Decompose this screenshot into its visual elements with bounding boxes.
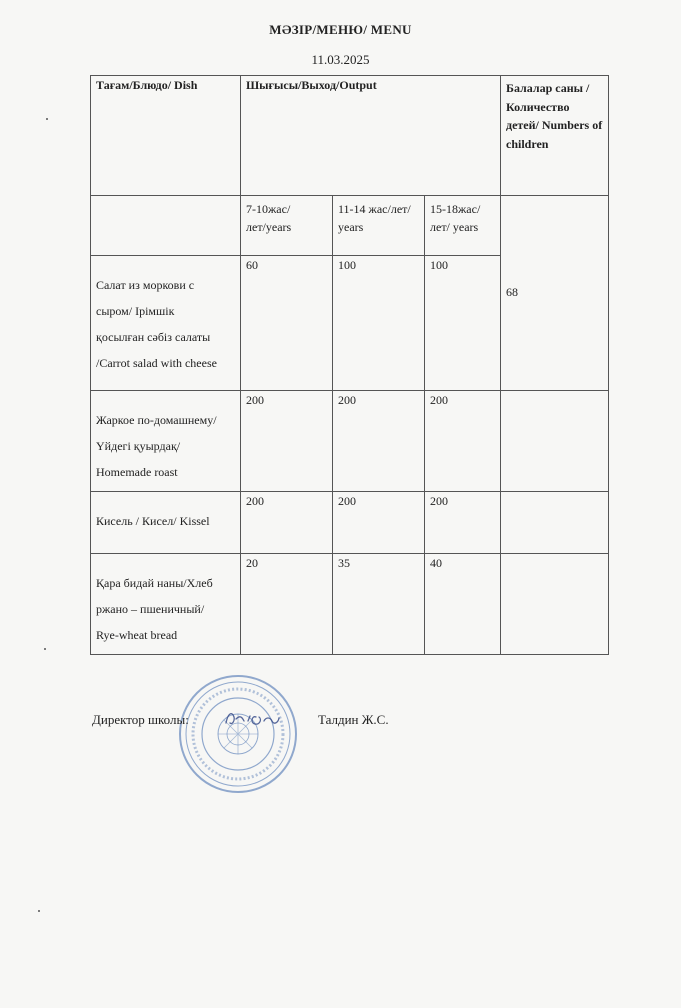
document-date: 11.03.2025 [311, 52, 370, 67]
dish-name-line: қосылған сәбіз салаты [96, 330, 211, 344]
dish-name-line: ржано – пшеничный/ [96, 602, 205, 616]
output-value: 200 [241, 391, 333, 492]
dish-name-line: Жаркое по-домашнему/ [96, 413, 217, 427]
dish-name-line: Қара бидай наны/Хлеб [96, 576, 213, 590]
children-empty-cell [501, 391, 609, 492]
output-value: 200 [333, 391, 425, 492]
menu-table [90, 75, 609, 655]
age-group-7-10: 7-10жас/лет/years [241, 196, 333, 256]
scan-speck [44, 648, 46, 650]
dish-name [91, 492, 241, 554]
output-value: 100 [425, 256, 501, 391]
dish-name-line: Кисель / Кисел/ Kissel [96, 514, 210, 528]
director-label: Директор школы: [92, 712, 189, 727]
age-group-11-14: 11-14 жас/лет/ years [333, 196, 425, 256]
age-group-empty-cell [91, 196, 241, 256]
director-name: Талдин Ж.С. [318, 712, 389, 727]
output-value: 200 [333, 492, 425, 554]
output-value: 20 [241, 554, 333, 655]
dish-name [91, 554, 241, 655]
children-empty-cell [501, 554, 609, 655]
scan-speck [38, 910, 40, 912]
scan-speck [46, 118, 48, 120]
output-value: 200 [425, 492, 501, 554]
header-output: Шығысы/Выход/Output [241, 76, 501, 196]
official-seal-icon [176, 672, 300, 796]
header-dish: Тағам/Блюдо/ Dish [91, 76, 241, 196]
dish-name-line: Rye-wheat bread [96, 628, 178, 642]
dish-name-line: Салат из моркови с [96, 278, 195, 292]
output-value: 35 [333, 554, 425, 655]
children-empty-cell [501, 492, 609, 554]
table-header-row [91, 76, 609, 196]
children-count: 68 [501, 196, 609, 391]
age-group-row [91, 196, 609, 256]
age-group-15-18: 15-18жас/лет/ years [425, 196, 501, 256]
output-value: 40 [425, 554, 501, 655]
output-value: 100 [333, 256, 425, 391]
dish-name-line: Homemade roast [96, 465, 178, 479]
output-value: 200 [241, 492, 333, 554]
dish-name-line: Үйдегі қуырдақ/ [96, 439, 181, 453]
dish-name [91, 256, 241, 391]
dish-name [91, 391, 241, 492]
dish-name-line: сыром/ Ірімшік [96, 304, 175, 318]
header-children: Балалар саны /Количество детей/ Numbers of children [501, 76, 609, 196]
dish-name-line: /Carrot salad with cheese [96, 356, 217, 370]
table-row [91, 391, 609, 492]
table-row [91, 492, 609, 554]
output-value: 200 [425, 391, 501, 492]
signature-icon [222, 703, 282, 733]
table-row [91, 554, 609, 655]
document-title: МӘЗІР/МЕНЮ/ MENU [269, 22, 412, 37]
output-value: 60 [241, 256, 333, 391]
